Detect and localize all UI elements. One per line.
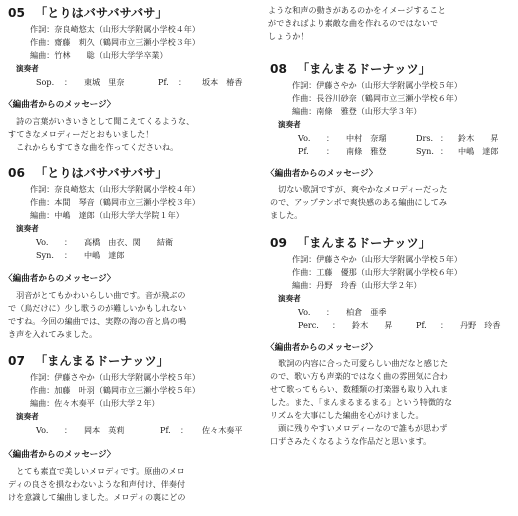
performer-name: 中嶋 達郎 [84,250,125,260]
entry-heading [8,6,168,20]
separator: ： [64,425,73,435]
separator: ： [64,237,73,247]
performers-label: 演奏者 [278,294,301,303]
message-line: 歌詞の内容に合った可愛らしい曲だなと感じた [270,358,449,368]
performer-name: 柏倉 亜季 [346,307,387,317]
message-line: ので、アップテンポで爽快感のある編曲にしてみ [270,197,447,207]
entry-number: 05 [8,6,25,20]
entry-heading [270,236,431,250]
performer-name: 岡本 英莉 [84,425,125,435]
separator: ： [64,77,73,87]
performer-name: 中嶋 達郎 [458,146,499,156]
separator: ： [64,250,73,260]
entry-heading [8,354,169,368]
message-line: けを意識して編曲しました。メロディの裏にどの [8,492,186,502]
instrument-label: Vo. [36,237,49,247]
lyricist-credit: 作詞：奈良崎悠太（山形大学附属小学校４年） [30,24,200,34]
separator: ： [178,77,187,87]
instrument-label: Vo. [298,133,311,143]
composer-credit: 作曲：長谷川砂奈（鶴岡市立三瀬小学校６年） [292,93,462,103]
instrument-label: Perc. [298,320,319,330]
performer-name: 鈴木 昇 [352,320,393,330]
message-line: 詩の言葉がいきいきとして聞こえてくるような、 [8,116,195,126]
separator: ： [180,425,189,435]
message-line: 口ずさみたくなるような作品だと思います。 [270,436,432,446]
composer-credit: 作曲：齋藤 莉久（鶴岡市立三瀬小学校３年） [30,37,200,47]
message-line: 頭に残りやすいメロディーなので誰もが思わず [270,423,448,433]
performers-label: 演奏者 [16,224,39,233]
performer-name: 丹野 玲香 [460,320,501,330]
arranger-credit: 編曲：中嶋 達郎（山形大学大学院１年） [30,210,184,220]
message-line: 羽音がとてもかわいらしい曲です。音が飛ぶの [8,290,186,300]
instrument-label: Drs. [416,133,434,143]
message-line: せて歌ってもらい、数種類の打楽器も取り入れま [270,384,449,394]
message-line: ができればより素敵な曲を作れるのではないで [268,18,438,28]
performer-name: 坂本 椿香 [202,77,243,87]
separator: ： [326,133,335,143]
message-line: した。また、「まんまるまるまる」という特徴的な [270,397,453,407]
separator: ： [440,133,449,143]
message-line: ディの良さを損なわないような和声付け、伴奏付 [8,479,186,489]
arranger-credit: 編曲：佐々木奏平（山形大学２年） [30,398,160,408]
message-line: ので、歌い方も声楽的ではなく曲の雰囲気に合わ [270,371,448,381]
separator: ： [326,146,335,156]
message-line: ような和声の動きがあるのかをイメージすること [268,5,446,15]
arranger-credit: 編曲：竹林 聡（山形大学学卒業） [30,50,168,60]
entry-number: 09 [270,236,287,250]
message-line: き声を入れてみました。 [8,329,98,339]
arranger-credit: 編曲：丹野 玲香（山形大学２年） [292,280,422,290]
instrument-label: Sop. [36,77,55,87]
entry-number: 08 [270,62,287,76]
song-title: 「まんまるドーナッツ」 [297,236,431,250]
instrument-label: Vo. [36,425,49,435]
message-heading: 〈編曲者からのメッセージ〉 [4,450,116,460]
performer-name: 東城 里奈 [84,77,125,87]
instrument-label: Syn. [36,250,54,260]
separator: ： [326,307,335,317]
song-title: 「まんまるドーナッツ」 [35,354,169,368]
performers-label: 演奏者 [278,120,301,129]
entry-heading [270,62,431,76]
lyricist-credit: 作詞：伊藤さやか（山形大学附属小学校５年） [292,254,462,264]
song-title: 「とりはバサバサバサ」 [35,166,168,180]
separator: ： [332,320,341,330]
entry-number: 07 [8,354,25,368]
entry-heading [8,166,168,180]
message-line: で（鳥だけに）少し歌うのが難しいかもしれない [8,303,187,313]
message-line: しょうか！ [268,31,309,41]
performer-name: 南條 雅登 [346,146,387,156]
message-line: ました。 [270,210,303,220]
lyricist-credit: 作詞：伊藤さやか（山形大学附属小学校５年） [30,372,200,382]
message-heading: 〈編曲者からのメッセージ〉 [266,169,378,179]
lyricist-credit: 作詞：伊藤さやか（山形大学附属小学校５年） [292,80,462,90]
message-line: すてきなメロディーだとおもいました！ [8,129,154,139]
instrument-label: Syn. [416,146,434,156]
message-heading: 〈編曲者からのメッセージ〉 [4,100,116,110]
performer-name: 高橋 由衣、関 結衛 [84,237,174,247]
instrument-label: Pf. [298,146,309,156]
performers-label: 演奏者 [16,64,39,73]
lyricist-credit: 作詞：奈良崎悠太（山形大学附属小学校４年） [30,184,200,194]
separator: ： [440,146,449,156]
arranger-credit: 編曲：南條 雅登（山形大学３年） [292,106,422,116]
separator: ： [440,320,449,330]
instrument-label: Pf. [160,425,171,435]
message-heading: 〈編曲者からのメッセージ〉 [4,274,116,284]
message-line: 切ない歌詞ですが、爽やかなメロディーだった [270,184,448,194]
performer-name: 鈴木 昇 [458,133,499,143]
composer-credit: 作曲：本間 琴音（鶴岡市立三瀬小学校３年） [30,197,200,207]
performer-name: 中村 奈瑠 [346,133,387,143]
message-line: ですね。今回の編曲では、実際の海の音と鳥の鳴 [8,316,187,326]
instrument-label: Pf. [416,320,427,330]
composer-credit: 作曲：工藤 優那（山形大学附属小学校６年） [292,267,462,277]
message-heading: 〈編曲者からのメッセージ〉 [266,343,378,353]
song-title: 「とりはバサバサバサ」 [35,6,168,20]
performers-label: 演奏者 [16,412,39,421]
entry-number: 06 [8,166,25,180]
song-title: 「まんまるドーナッツ」 [297,62,431,76]
performer-name: 佐々木奏平 [202,425,243,435]
instrument-label: Pf. [158,77,169,87]
instrument-label: Vo. [298,307,311,317]
message-line: とても素直で美しいメロディです。原曲のメロ [8,466,185,476]
message-line: これからもすてきな曲を作ってくださいね。 [8,142,179,152]
composer-credit: 作曲：加藤 叶羽（鶴岡市立三瀬小学校５年） [30,385,200,395]
message-line: リズムを大事にした編曲を心がけました。 [270,410,424,420]
